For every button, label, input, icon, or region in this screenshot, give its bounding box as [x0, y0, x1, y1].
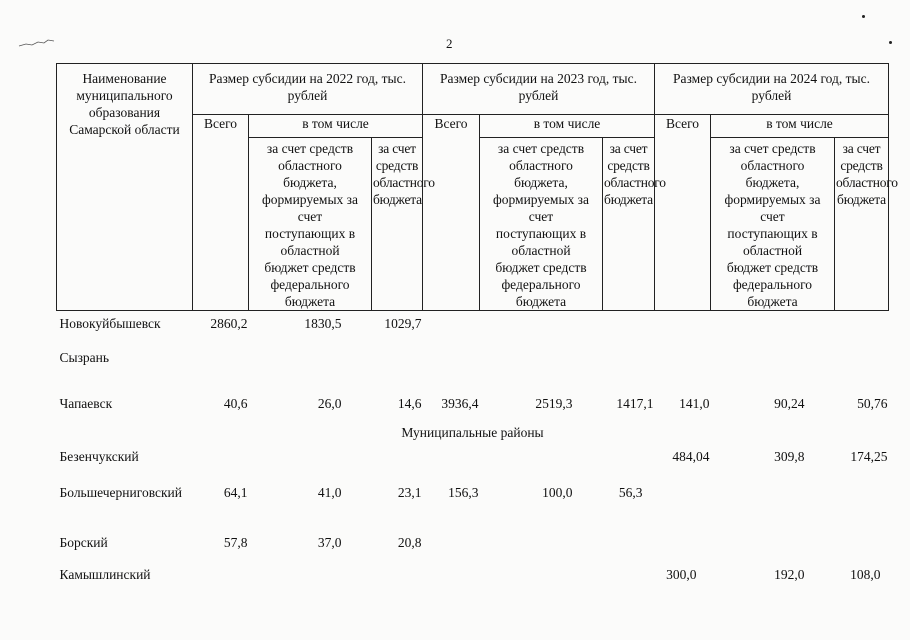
cell: 23,1 [397, 485, 422, 500]
scan-speck [862, 15, 865, 18]
header-year-2023: Размер субсидии на 2023 год, тыс. рублей [423, 64, 655, 115]
cell: 2519,3 [535, 396, 573, 411]
cell [423, 558, 480, 588]
cell [372, 446, 423, 476]
cell: 57,8 [223, 535, 248, 550]
page-number: 2 [446, 36, 453, 51]
header-total: Всего [193, 115, 249, 311]
cell [249, 446, 372, 476]
section-title: Муниципальные районы [401, 425, 544, 440]
cell: 14,6 [397, 396, 422, 411]
cell [711, 311, 835, 342]
header-total: Всего [655, 115, 711, 311]
cell: 50,76 [857, 396, 888, 411]
cell: 37,0 [317, 535, 342, 550]
cell [480, 311, 603, 342]
cell: 174,25 [850, 449, 888, 464]
cell: 56,3 [618, 485, 643, 500]
cell: 484,04 [672, 449, 710, 464]
cell [423, 311, 480, 342]
header-regional: за счет средств областного бюджета [372, 138, 423, 311]
table-row [57, 446, 889, 476]
cell [372, 558, 423, 588]
cell: 1029,7 [384, 316, 422, 331]
margin-scribble [18, 38, 56, 48]
cell: 3936,4 [441, 396, 479, 411]
cell [603, 341, 655, 375]
cell [193, 558, 249, 588]
cell: 300,0 [666, 567, 697, 582]
header-regional: за счет средств областного бюджета [603, 138, 655, 311]
header-including: в том числе [480, 115, 655, 138]
cell: 1830,5 [304, 316, 342, 331]
cell: 90,24 [774, 396, 805, 411]
cell [480, 341, 603, 375]
section-row [57, 412, 889, 446]
table-row [57, 558, 889, 588]
cell: 309,8 [774, 449, 805, 464]
row-name: Большечерниговский [59, 485, 182, 500]
table-row [57, 341, 889, 375]
cell: 40,6 [223, 396, 248, 411]
cell: 41,0 [317, 485, 342, 500]
header-including: в том числе [711, 115, 889, 138]
cell: 20,8 [397, 535, 422, 550]
cell [423, 446, 480, 476]
row-name: Борский [59, 535, 108, 550]
table-row [57, 526, 889, 558]
cell: 64,1 [223, 485, 248, 500]
row-name: Новокуйбышевск [59, 316, 161, 331]
header-including: в том числе [249, 115, 423, 138]
header-regional: за счет средств областного бюджета [835, 138, 889, 311]
header-total: Всего [423, 115, 480, 311]
subsidy-table [56, 63, 898, 588]
header-federal: за счет средств областного бюджета, формируемых за счет поступающих в областной бюджет средств федерального бюджета [711, 138, 835, 311]
cell [423, 526, 480, 558]
cell [711, 341, 835, 375]
cell: 192,0 [774, 567, 805, 582]
cell [603, 558, 655, 588]
cell [655, 476, 711, 526]
cell: 156,3 [448, 485, 479, 500]
row-name: Чапаевск [59, 396, 113, 411]
cell [655, 341, 711, 375]
table-row [57, 375, 889, 412]
header-federal: за счет средств областного бюджета, формируемых за счет поступающих в областной бюджет средств федерального бюджета [480, 138, 603, 311]
header-federal: за счет средств областного бюджета, формируемых за счет поступающих в областной бюджет средств федерального бюджета [249, 138, 372, 311]
row-name: Безенчукский [59, 449, 139, 464]
cell [603, 526, 655, 558]
row-name: Камышлинский [59, 567, 151, 582]
cell [193, 341, 249, 375]
scan-speck [889, 41, 892, 44]
cell [835, 311, 889, 342]
cell [835, 526, 889, 558]
header-year-2022: Размер субсидии на 2022 год, тыс. рублей [193, 64, 423, 115]
header-name-col: Наименование муниципального образования Самарской области [57, 64, 193, 311]
cell [603, 446, 655, 476]
cell [655, 311, 711, 342]
cell [480, 558, 603, 588]
cell [249, 558, 372, 588]
cell [603, 311, 655, 342]
cell [711, 476, 835, 526]
cell: 2860,2 [210, 316, 248, 331]
cell [480, 526, 603, 558]
table-row [57, 311, 889, 342]
header-row-years [57, 64, 889, 115]
cell: 141,0 [679, 396, 710, 411]
cell [249, 341, 372, 375]
cell [372, 341, 423, 375]
header-year-2024: Размер субсидии на 2024 год, тыс. рублей [655, 64, 889, 115]
cell [423, 341, 480, 375]
table-row [57, 476, 889, 526]
row-name: Сызрань [59, 350, 110, 365]
cell: 100,0 [542, 485, 573, 500]
cell [655, 526, 711, 558]
cell: 108,0 [850, 567, 881, 582]
cell [835, 476, 889, 526]
cell: 1417,1 [616, 396, 654, 411]
cell: 26,0 [317, 396, 342, 411]
cell [711, 526, 835, 558]
cell [480, 446, 603, 476]
cell [835, 341, 889, 375]
cell [193, 446, 249, 476]
